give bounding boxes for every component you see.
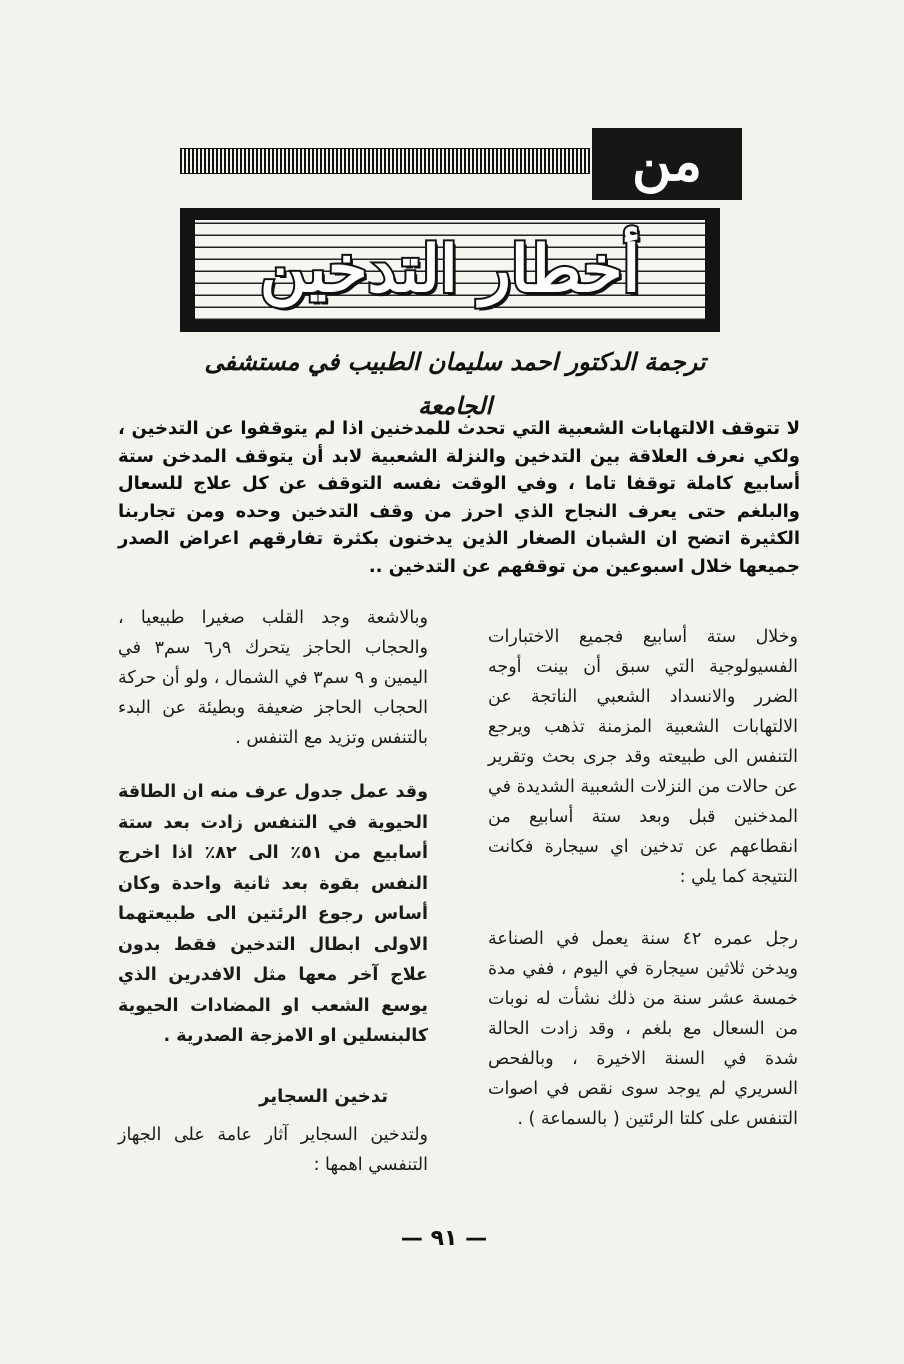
right-column <box>488 622 798 1134</box>
article-title: أخطار التدخين <box>259 232 641 307</box>
section-heading: تدخين السجاير <box>259 1085 388 1107</box>
right-column-paragraph-1: وخلال ستة أسابيع فجميع الاختبارات الفسيولوجية التي سبق أن بينت أوجه الضرر والانسداد الشعبي الناتجة عن الالتهابات الشعبية المزمنة تذهب ويرجع التنفس الى طبيعته وقد جرى بحث وتقرير عن حالات من النزلات الشعبية الشديدة في المدخنين قبل وبعد ستة أسابيع من انقطاعهم عن تدخين اي سيجارة فكانت النتيجة كما يلي : <box>488 627 798 887</box>
header-label: من <box>592 128 742 200</box>
left-column-paragraph-2: وقد عمل جدول عرف منه ان الطاقة الحيوية في التنفس زادت بعد ستة أسابيع من ٥١٪ الى ٨٢٪ اذا اخرج النفس بقوة بعد ثانية واحدة وكان أساس رجوع الرئتين الى طبيعتهما الاولى ابطال التدخين فقط بدون علاج آخر معها مثل الافدرين الذي يوسع الشعب او المضادات الحيوية كالبنسلين او الامزجة الصدرية . <box>118 782 428 1046</box>
left-column-paragraph-1: وبالاشعة وجد القلب صغيرا طبيعيا ، والحجاب الحاجز يتحرك ٩ر٦ سم٣ في اليمين و ٩ سم٣ في الشمال ، ولو أن حركة الحجاب الحاجز ضعيفة وبطيئة عن البدء بالتنفس وتزيد مع التنفس . <box>118 608 428 748</box>
left-column <box>118 603 428 1180</box>
left-column-paragraph-3: ولتدخين السجاير آثار عامة على الجهاز التنفسي اهمها : <box>118 1124 428 1175</box>
title-frame <box>180 208 720 332</box>
page-number: — ٩١ — <box>400 1226 488 1251</box>
title-lined-panel <box>195 220 705 320</box>
header-decorative-band <box>180 148 590 174</box>
article-byline: ترجمة الدكتور احمد سليمان الطبيب في مستشفى الجامعة <box>204 347 706 420</box>
right-column-paragraph-2: رجل عمره ٤٢ سنة يعمل في الصناعة ويدخن ثلاثين سيجارة في اليوم ، ففي مدة خمسة عشر سنة من ذلك نشأت له نوبات من السعال مع بلغم ، وقد زادت الحالة شدة في السنة الاخيرة ، وبالفحص السريري لم يوجد سوى نقص في اصوات التنفس على كلتا الرئتين ( بالسماعة ) . <box>488 929 798 1129</box>
intro-paragraph: لا تتوقف الالتهابات الشعبية التي تحدث للمدخنين اذا لم يتوقفوا عن التدخين ، ولكي نعرف العلاقة بين التدخين والنزلة الشعبية لابد أن يتوقف المدخن ستة أسابيع كاملة توقفا تاما ، وفي الوقت نفسه التوقف عن كل علاج للسعال والبلغم حتى يعرف النجاح الذي احرز من وقف التدخين وحده ومن تجاربنا الكثيرة اتضح ان الشبان الصغار الذين يدخنون بكثرة تفارقهم اعراض الصدر جميعها خلال اسبوعين من توقفهم عن التدخين .. <box>118 418 800 577</box>
